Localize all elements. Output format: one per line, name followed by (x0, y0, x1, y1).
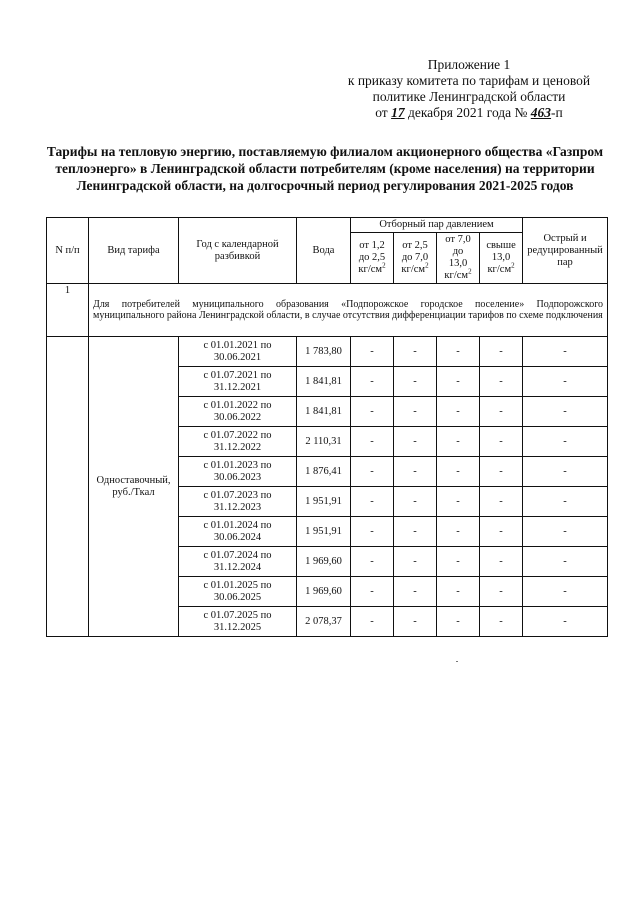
header-steam-1: от 1,2 до 2,5 $кг/см^2$ (351, 233, 394, 284)
steam-value: - (437, 517, 480, 547)
period-cell: с 01.07.2021 по 31.12.2021 (179, 367, 297, 397)
steam-value: - (394, 397, 437, 427)
steam-value: - (351, 607, 394, 637)
steam-value: - (394, 337, 437, 367)
date-rest: декабря 2021 года № (407, 105, 528, 120)
sharp-steam-value: - (523, 397, 608, 427)
steam-value: - (437, 487, 480, 517)
steam-value: - (480, 517, 523, 547)
sharp-steam-value: - (523, 457, 608, 487)
period-cell: с 01.01.2021 по 30.06.2021 (179, 337, 297, 367)
period-cell: с 01.07.2024 по 31.12.2024 (179, 547, 297, 577)
group-num: 1 (47, 284, 89, 337)
steam-value: - (351, 397, 394, 427)
header-water: Вода (297, 218, 351, 284)
steam-value: - (437, 457, 480, 487)
steam-value: - (480, 547, 523, 577)
header-num: N п/п (47, 218, 89, 284)
period-cell: с 01.07.2022 по 31.12.2022 (179, 427, 297, 457)
table-row (47, 337, 608, 367)
water-value: 1 841,81 (297, 397, 351, 427)
steam-value: - (394, 577, 437, 607)
header-steam-3: от 7,0 до 13,0 $кг/см^2$ (437, 233, 480, 284)
sharp-steam-value: - (523, 547, 608, 577)
date-day: 17 (391, 105, 405, 120)
period-cell: с 01.07.2023 по 31.12.2023 (179, 487, 297, 517)
group-row (47, 284, 608, 337)
sharp-steam-value: - (523, 607, 608, 637)
header-steam-group: Отборный пар давлением (351, 218, 523, 233)
sharp-steam-value: - (523, 337, 608, 367)
date-prefix: от (375, 105, 388, 120)
steam-value: - (394, 367, 437, 397)
steam-value: - (351, 367, 394, 397)
steam-value: - (394, 487, 437, 517)
steam-value: - (437, 577, 480, 607)
steam-value: - (480, 397, 523, 427)
order-number: 463 (530, 105, 552, 120)
steam-value: - (351, 547, 394, 577)
steam-value: - (394, 547, 437, 577)
steam-value: - (480, 457, 523, 487)
steam-value: - (351, 487, 394, 517)
water-value: 1 969,60 (297, 547, 351, 577)
steam-value: - (351, 457, 394, 487)
steam-value: - (394, 607, 437, 637)
water-value: 1 951,91 (297, 487, 351, 517)
appendix-committee: политике Ленинградской области (372, 89, 566, 104)
sharp-steam-value: - (523, 487, 608, 517)
steam-value: - (480, 367, 523, 397)
order-suffix: -п (551, 105, 563, 120)
appendix-block (334, 57, 604, 121)
period-cell: с 01.01.2022 по 30.06.2022 (179, 397, 297, 427)
steam-value: - (437, 607, 480, 637)
header-year: Год с календарной разбивкой (179, 218, 297, 284)
water-value: 2 078,37 (297, 607, 351, 637)
document-title: Тарифы на тепловую энергию, поставляемую филиалом акционерного общества «Газпром теплоэнерго» в Ленинградской области потребителям (кроме населения) на территории Ленинградской области, на долгосрочный период регулирования 2021-2025 годов (46, 144, 604, 193)
header-tariff-type: Вид тарифа (89, 218, 179, 284)
steam-value: - (480, 487, 523, 517)
steam-value: - (394, 457, 437, 487)
steam-value: - (437, 427, 480, 457)
period-cell: с 01.07.2025 по 31.12.2025 (179, 607, 297, 637)
num-blank-cell (47, 337, 89, 637)
scan-speck (456, 661, 458, 662)
water-value: 1 783,80 (297, 337, 351, 367)
steam-value: - (394, 517, 437, 547)
water-value: 1 841,81 (297, 367, 351, 397)
sharp-steam-value: - (523, 367, 608, 397)
water-value: 1 951,91 (297, 517, 351, 547)
water-value: 1 876,41 (297, 457, 351, 487)
appendix-date-line (334, 105, 604, 121)
group-description: Для потребителей муниципального образования «Подпорожское городское поселение» Подпорожского муниципального района Ленинградской области, в случае отсутствия дифференциации тарифов по схеме подключения (89, 284, 608, 337)
appendix-order-ref: к приказу комитета по тарифам и ценовой (347, 73, 591, 88)
period-cell: с 01.01.2025 по 30.06.2025 (179, 577, 297, 607)
sharp-steam-value: - (523, 427, 608, 457)
steam-value: - (480, 607, 523, 637)
sharp-steam-value: - (523, 517, 608, 547)
steam-value: - (480, 427, 523, 457)
period-cell: с 01.01.2023 по 30.06.2023 (179, 457, 297, 487)
period-cell: с 01.01.2024 по 30.06.2024 (179, 517, 297, 547)
header-steam-2: от 2,5 до 7,0 $кг/см^2$ (394, 233, 437, 284)
water-value: 2 110,31 (297, 427, 351, 457)
steam-value: - (437, 397, 480, 427)
sharp-steam-value: - (523, 577, 608, 607)
tariff-table (46, 217, 608, 637)
tariff-type-cell: Одноставочный, руб./Ткал (89, 337, 179, 637)
steam-value: - (480, 337, 523, 367)
steam-value: - (351, 577, 394, 607)
header-sharp-steam: Острый и редуцированный пар (523, 218, 608, 284)
steam-value: - (351, 427, 394, 457)
steam-value: - (351, 517, 394, 547)
steam-value: - (437, 547, 480, 577)
header-steam-4: свыше 13,0 $кг/см^2$ (480, 233, 523, 284)
water-value: 1 969,60 (297, 577, 351, 607)
steam-value: - (351, 337, 394, 367)
steam-value: - (437, 337, 480, 367)
steam-value: - (394, 427, 437, 457)
steam-value: - (480, 577, 523, 607)
appendix-title: Приложение 1 (427, 57, 511, 72)
steam-value: - (437, 367, 480, 397)
